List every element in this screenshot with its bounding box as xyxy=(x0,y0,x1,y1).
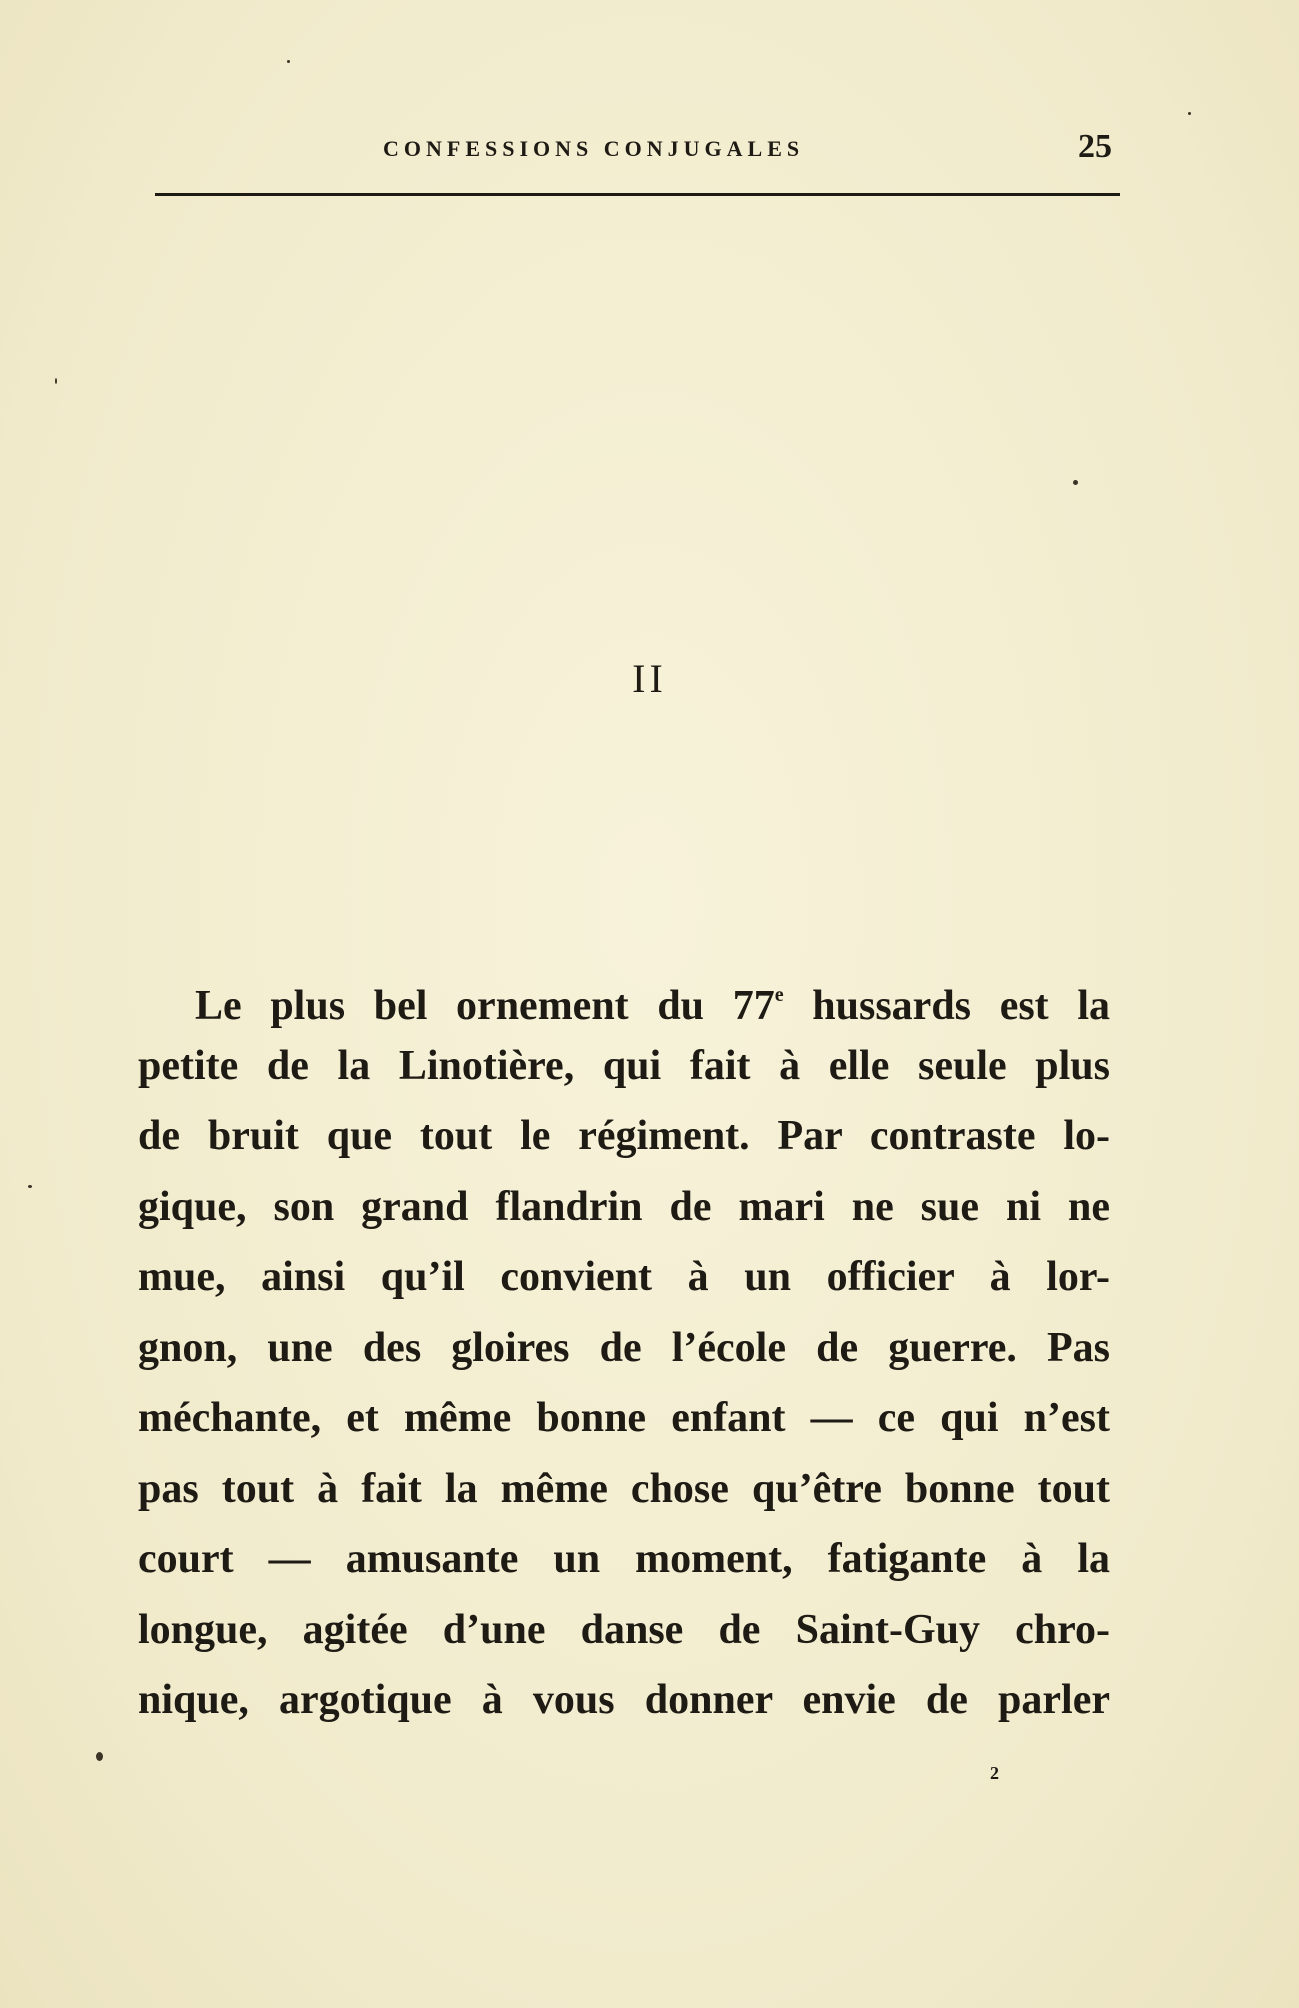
paper-speck xyxy=(28,1185,32,1188)
text-line: nique, argotique à vous donner envie de parler xyxy=(138,1677,1110,1723)
paper-speck xyxy=(55,378,57,384)
running-head xyxy=(155,128,1120,168)
running-title: CONFESSIONS CONJUGALES xyxy=(383,136,805,161)
text-line xyxy=(138,960,1110,1031)
text-line-part: hussards est la xyxy=(783,983,1110,1029)
header-rule xyxy=(155,193,1120,196)
paper-speck xyxy=(1073,480,1078,485)
signature-mark: 2 xyxy=(990,1763,999,1783)
superscript: e xyxy=(774,984,784,1006)
text-line: gique, son grand flandrin de mari ne sue ni ne xyxy=(138,1183,1110,1230)
text-line: gnon, une des gloires de l’école de guerre. Pas xyxy=(138,1324,1110,1371)
paper-speck xyxy=(1188,112,1191,115)
text-line: petite de la Linotière, qui fait à elle seule plus xyxy=(138,1042,1110,1089)
text-line: de bruit que tout le régiment. Par contraste lo- xyxy=(138,1113,1110,1159)
paper-speck xyxy=(287,60,290,63)
chapter-number: II xyxy=(632,656,667,701)
text-line-part: Le plus bel ornement du 77 xyxy=(195,983,775,1029)
text-line: mue, ainsi qu’il convient à un officier à lor- xyxy=(138,1254,1110,1300)
text-line: longue, agitée d’une danse de Saint-Guy chro- xyxy=(138,1606,1110,1653)
page-number: 25 xyxy=(1078,128,1112,165)
text-line: pas tout à fait la même chose qu’être bonne tout xyxy=(138,1465,1110,1512)
text-line: méchante, et même bonne enfant — ce qui n’est xyxy=(138,1395,1110,1441)
paper-speck xyxy=(96,1752,103,1761)
text-line: court — amusante un moment, fatigante à la xyxy=(138,1536,1110,1582)
body-paragraph xyxy=(138,960,1110,1736)
